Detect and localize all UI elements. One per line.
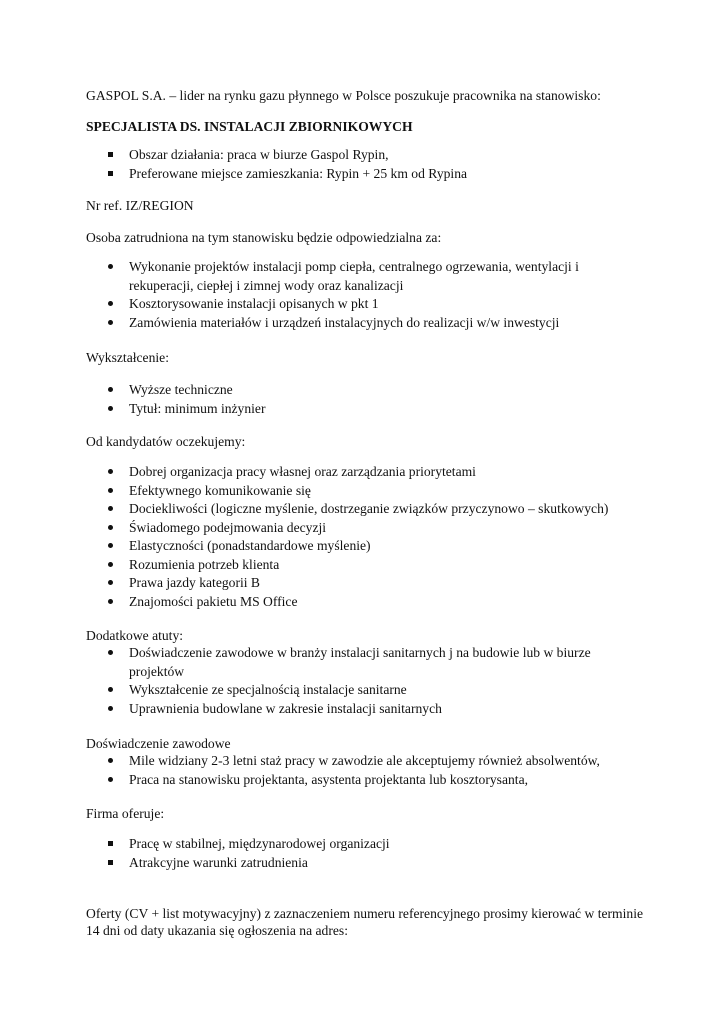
location-list: [86, 146, 646, 183]
education-heading: Wykształcenie:: [86, 350, 169, 365]
list-item: Preferowane miejsce zamieszkania: Rypin + 25 km od Rypina: [86, 165, 646, 184]
closing-text: Oferty (CV + list motywacyjny) z zaznaczeniem numeru referencyjnego prosimy kierować w terminie 14 dni od daty ukazania się ogłoszenia na adres:: [86, 906, 643, 938]
round-bullet-icon: [104, 463, 116, 482]
round-bullet-icon: [104, 537, 116, 556]
list-item: Mile widziany 2-3 letni staż pracy w zawodzie ale akceptujemy również absolwentów,: [86, 752, 646, 771]
round-bullet-icon: [104, 314, 116, 333]
round-bullet-icon: [104, 644, 116, 663]
round-bullet-icon: [104, 295, 116, 314]
round-bullet-icon: [104, 593, 116, 612]
list-item: Atrakcyjne warunki zatrudnienia: [86, 854, 646, 873]
round-bullet-icon: [104, 482, 116, 501]
round-bullet-icon: [104, 700, 116, 719]
list-item: Znajomości pakietu MS Office: [86, 593, 646, 612]
round-bullet-icon: [104, 681, 116, 700]
list-item: Uprawnienia budowlane w zakresie instalacji sanitarnych: [86, 700, 646, 719]
experience-list: [86, 752, 646, 789]
list-item: Tytuł: minimum inżynier: [86, 400, 646, 419]
extras-list: [86, 644, 646, 718]
responsibilities-heading: Osoba zatrudniona na tym stanowisku będzie odpowiedzialna za:: [86, 230, 442, 245]
square-bullet-icon: [104, 854, 116, 873]
list-item: Dobrej organizacja pracy własnej oraz zarządzania priorytetami: [86, 463, 646, 482]
list-item: Pracę w stabilnej, międzynarodowej organizacji: [86, 835, 646, 854]
reference-number: Nr ref. IZ/REGION: [86, 198, 194, 213]
list-item: Obszar działania: praca w biurze Gaspol Rypin,: [86, 146, 646, 165]
round-bullet-icon: [104, 500, 116, 519]
list-item: Wyższe techniczne: [86, 381, 646, 400]
document-page: [86, 87, 646, 939]
expectations-list: [86, 463, 646, 611]
round-bullet-icon: [104, 574, 116, 593]
list-item: Doświadczenie zawodowe w branży instalacji sanitarnych j na budowie lub w biurze projektów: [86, 644, 646, 681]
list-item: Kosztorysowanie instalacji opisanych w pkt 1: [86, 295, 646, 314]
education-list: [86, 381, 646, 418]
round-bullet-icon: [104, 400, 116, 419]
list-item: Praca na stanowisku projektanta, asystenta projektanta lub kosztorysanta,: [86, 771, 646, 790]
list-item: Wykształcenie ze specjalnością instalacje sanitarne: [86, 681, 646, 700]
list-item: Świadomego podejmowania decyzji: [86, 519, 646, 538]
round-bullet-icon: [104, 258, 116, 277]
experience-heading: Doświadczenie zawodowe: [86, 736, 231, 751]
round-bullet-icon: [104, 771, 116, 790]
list-item: Wykonanie projektów instalacji pomp ciepła, centralnego ogrzewania, wentylacji i rekuperacji, ciepłej i zimnej wody oraz kanalizacji: [86, 258, 646, 295]
round-bullet-icon: [104, 752, 116, 771]
position-title: SPECJALISTA DS. INSTALACJI ZBIORNIKOWYCH: [86, 119, 413, 134]
responsibilities-list: [86, 258, 646, 332]
round-bullet-icon: [104, 519, 116, 538]
intro-text: GASPOL S.A. – lider na rynku gazu płynnego w Polsce poszukuje pracownika na stanowisko:: [86, 88, 601, 103]
offer-heading: Firma oferuje:: [86, 806, 165, 821]
list-item: Elastyczności (ponadstandardowe myślenie): [86, 537, 646, 556]
square-bullet-icon: [104, 146, 116, 165]
square-bullet-icon: [104, 835, 116, 854]
list-item: Efektywnego komunikowanie się: [86, 482, 646, 501]
list-item: Rozumienia potrzeb klienta: [86, 556, 646, 575]
list-item: Zamówienia materiałów i urządzeń instalacyjnych do realizacji w/w inwestycji: [86, 314, 646, 333]
round-bullet-icon: [104, 381, 116, 400]
list-item: Dociekliwości (logiczne myślenie, dostrzeganie związków przyczynowo – skutkowych): [86, 500, 646, 519]
expectations-heading: Od kandydatów oczekujemy:: [86, 434, 246, 449]
extras-heading: Dodatkowe atuty:: [86, 628, 184, 643]
round-bullet-icon: [104, 556, 116, 575]
square-bullet-icon: [104, 165, 116, 184]
list-item: Prawa jazdy kategorii B: [86, 574, 646, 593]
offer-list: [86, 835, 646, 872]
